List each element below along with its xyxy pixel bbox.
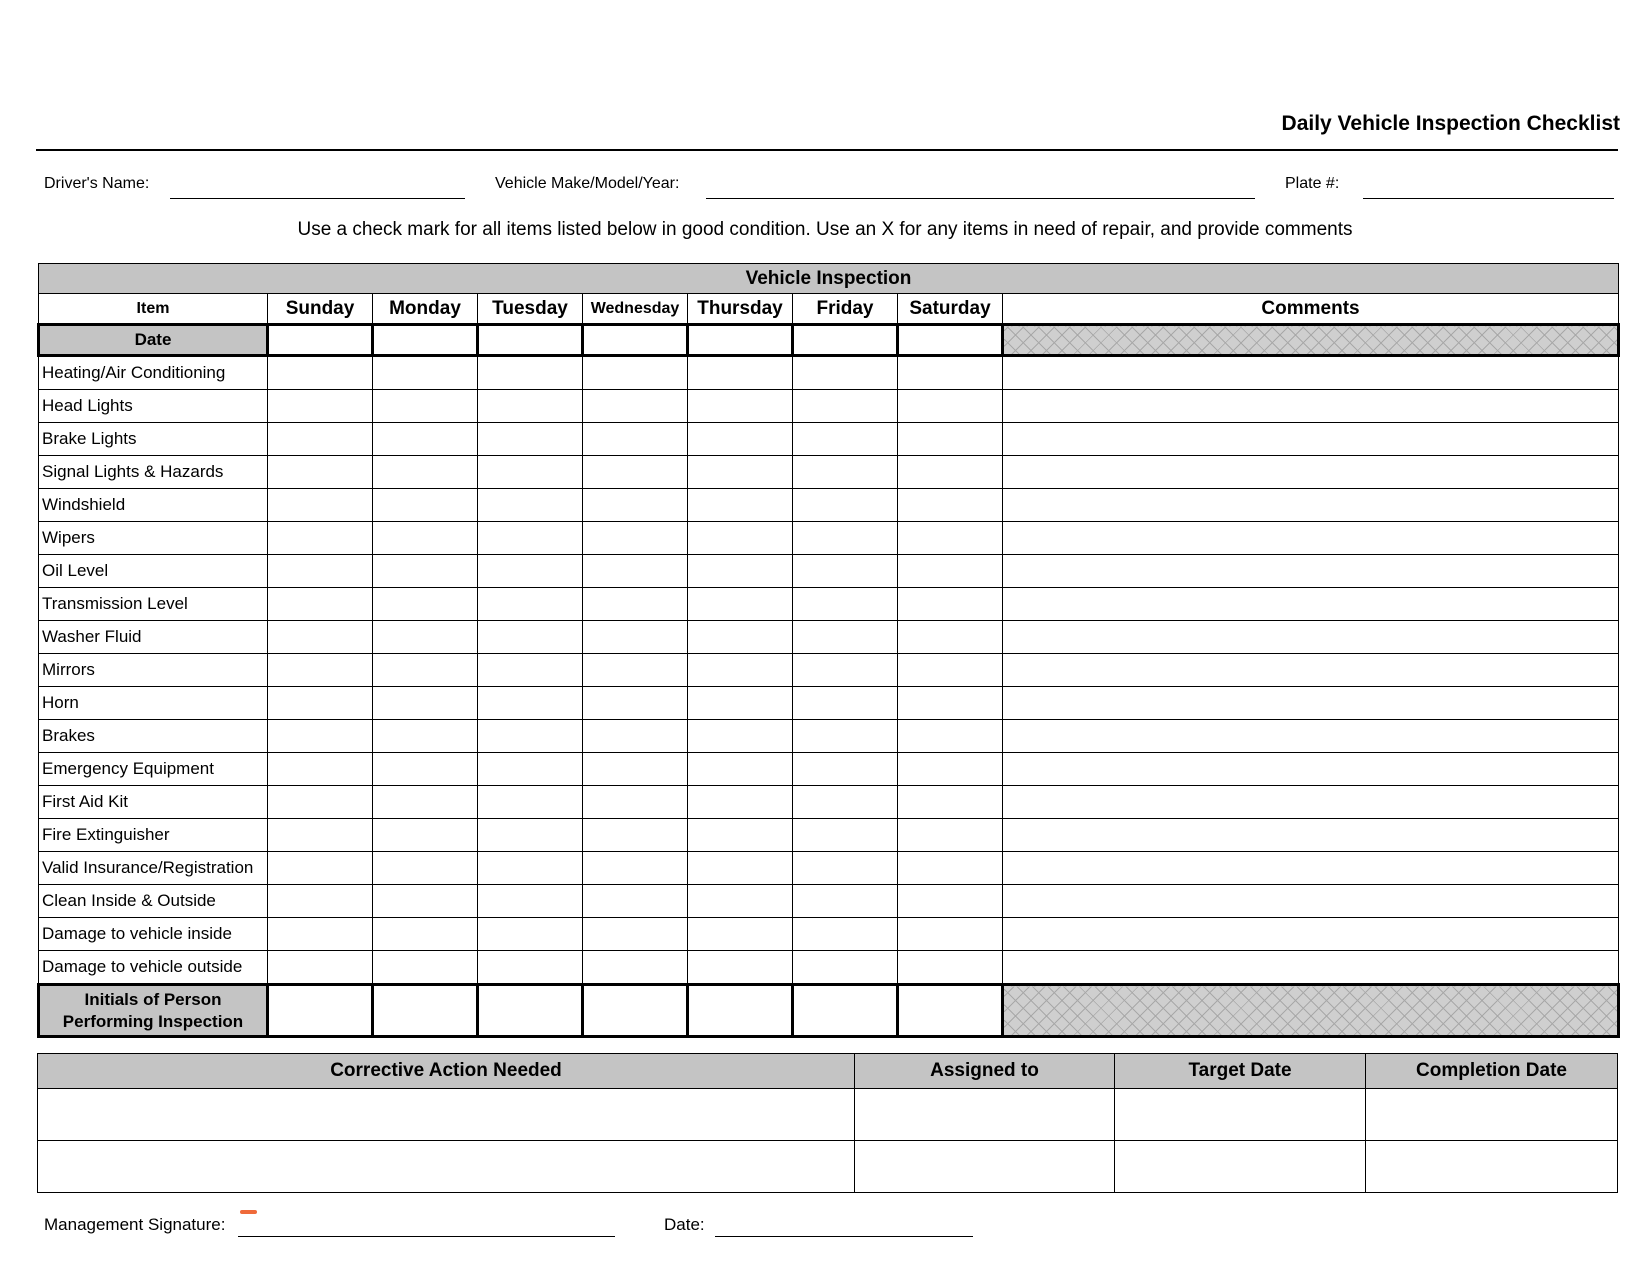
check-cell-friday[interactable] (793, 786, 898, 819)
inspection-item-row (39, 423, 1619, 456)
check-cell-thursday[interactable] (688, 390, 793, 423)
assigned-to-header: Assigned to (855, 1054, 1115, 1089)
management-signature-label: Management Signature: (44, 1215, 226, 1234)
inspection-item-label: Windshield (39, 489, 268, 522)
inspection-item-row (39, 786, 1619, 819)
check-cell-sunday[interactable] (268, 786, 373, 819)
comments-cell[interactable] (1003, 654, 1619, 687)
driver-name-label: Driver's Name: (44, 175, 150, 192)
check-cell-tuesday[interactable] (478, 852, 583, 885)
check-cell-saturday[interactable] (898, 522, 1003, 555)
comments-cell[interactable] (1003, 720, 1619, 753)
initials-cell-monday[interactable] (373, 985, 478, 1037)
check-cell-wednesday[interactable] (583, 885, 688, 918)
check-cell-monday[interactable] (373, 852, 478, 885)
inspection-item-label: Horn (39, 687, 268, 720)
initials-label-line1: Initials of Person (84, 989, 222, 1009)
check-cell-tuesday[interactable] (478, 819, 583, 852)
inspection-item-row (39, 555, 1619, 588)
day-header-friday: Friday (793, 294, 898, 325)
check-cell-tuesday[interactable] (478, 522, 583, 555)
date-comments-shaded-cell (1003, 325, 1619, 356)
check-cell-monday[interactable] (373, 654, 478, 687)
check-cell-tuesday[interactable] (478, 720, 583, 753)
check-cell-saturday[interactable] (898, 753, 1003, 786)
corrective-action-header: Corrective Action Needed (38, 1054, 855, 1089)
inspection-item-row (39, 588, 1619, 621)
check-cell-friday[interactable] (793, 753, 898, 786)
inspection-item-row (39, 687, 1619, 720)
check-cell-thursday[interactable] (688, 885, 793, 918)
date-cell-monday[interactable] (373, 325, 478, 356)
check-cell-friday[interactable] (793, 687, 898, 720)
check-cell-tuesday[interactable] (478, 786, 583, 819)
check-cell-monday[interactable] (373, 819, 478, 852)
inspection-item-label: Emergency Equipment (39, 753, 268, 786)
check-cell-monday[interactable] (373, 621, 478, 654)
check-cell-wednesday[interactable] (583, 951, 688, 985)
check-cell-tuesday[interactable] (478, 687, 583, 720)
check-cell-sunday[interactable] (268, 390, 373, 423)
check-cell-saturday[interactable] (898, 918, 1003, 951)
inspection-item-row (39, 819, 1619, 852)
check-cell-saturday[interactable] (898, 456, 1003, 489)
inspection-item-row (39, 753, 1619, 786)
check-cell-monday[interactable] (373, 918, 478, 951)
form-title: Daily Vehicle Inspection Checklist (1281, 112, 1620, 135)
check-cell-wednesday[interactable] (583, 753, 688, 786)
inspection-item-label: Mirrors (39, 654, 268, 687)
check-cell-tuesday[interactable] (478, 918, 583, 951)
check-cell-saturday[interactable] (898, 885, 1003, 918)
check-cell-tuesday[interactable] (478, 489, 583, 522)
check-cell-monday[interactable] (373, 786, 478, 819)
check-cell-monday[interactable] (373, 456, 478, 489)
inspection-item-row (39, 621, 1619, 654)
completion-date-cell[interactable] (1366, 1141, 1618, 1193)
comments-cell[interactable] (1003, 390, 1619, 423)
signature-date-label: Date: (664, 1215, 705, 1234)
check-cell-sunday[interactable] (268, 522, 373, 555)
check-cell-saturday[interactable] (898, 621, 1003, 654)
initials-cell-friday[interactable] (793, 985, 898, 1037)
check-cell-wednesday[interactable] (583, 522, 688, 555)
check-cell-wednesday[interactable] (583, 390, 688, 423)
check-cell-thursday[interactable] (688, 456, 793, 489)
day-header-wednesday: Wednesday (583, 294, 688, 325)
check-cell-sunday[interactable] (268, 753, 373, 786)
assigned-to-cell[interactable] (855, 1089, 1115, 1141)
inspection-band-title: Vehicle Inspection (39, 264, 1619, 294)
check-cell-wednesday[interactable] (583, 621, 688, 654)
corrective-action-table (37, 1053, 1618, 1193)
inspection-item-row (39, 720, 1619, 753)
inspection-item-label: Oil Level (39, 555, 268, 588)
check-cell-sunday[interactable] (268, 918, 373, 951)
check-cell-monday[interactable] (373, 489, 478, 522)
check-cell-wednesday[interactable] (583, 720, 688, 753)
check-cell-friday[interactable] (793, 522, 898, 555)
check-cell-thursday[interactable] (688, 654, 793, 687)
comments-cell[interactable] (1003, 819, 1619, 852)
comments-cell[interactable] (1003, 423, 1619, 456)
check-cell-saturday[interactable] (898, 555, 1003, 588)
check-cell-wednesday[interactable] (583, 687, 688, 720)
check-cell-saturday[interactable] (898, 654, 1003, 687)
comments-cell[interactable] (1003, 786, 1619, 819)
corrective-action-cell[interactable] (38, 1089, 855, 1141)
inspection-item-label: Wipers (39, 522, 268, 555)
initials-label-line2: Performing Inspection (62, 1011, 244, 1031)
check-cell-tuesday[interactable] (478, 654, 583, 687)
check-cell-monday[interactable] (373, 423, 478, 456)
inspection-item-label: Valid Insurance/Registration (39, 852, 268, 885)
check-cell-saturday[interactable] (898, 687, 1003, 720)
check-cell-thursday[interactable] (688, 588, 793, 621)
check-cell-sunday[interactable] (268, 885, 373, 918)
inspection-item-label: Transmission Level (39, 588, 268, 621)
check-cell-wednesday[interactable] (583, 489, 688, 522)
annotation-marker (240, 1210, 257, 1214)
comments-cell[interactable] (1003, 918, 1619, 951)
check-cell-saturday[interactable] (898, 390, 1003, 423)
check-cell-friday[interactable] (793, 621, 898, 654)
check-cell-thursday[interactable] (688, 522, 793, 555)
comments-cell[interactable] (1003, 489, 1619, 522)
check-cell-sunday[interactable] (268, 555, 373, 588)
check-cell-sunday[interactable] (268, 356, 373, 390)
target-date-cell[interactable] (1115, 1141, 1366, 1193)
check-cell-tuesday[interactable] (478, 885, 583, 918)
check-cell-wednesday[interactable] (583, 654, 688, 687)
check-cell-tuesday[interactable] (478, 753, 583, 786)
comments-cell[interactable] (1003, 356, 1619, 390)
comments-cell[interactable] (1003, 456, 1619, 489)
day-header-monday: Monday (373, 294, 478, 325)
check-cell-friday[interactable] (793, 720, 898, 753)
check-cell-thursday[interactable] (688, 555, 793, 588)
initials-row (39, 985, 1619, 1037)
check-cell-saturday[interactable] (898, 588, 1003, 621)
check-cell-thursday[interactable] (688, 951, 793, 985)
check-cell-wednesday[interactable] (583, 819, 688, 852)
check-cell-saturday[interactable] (898, 819, 1003, 852)
plate-field[interactable] (1363, 198, 1614, 199)
check-cell-sunday[interactable] (268, 621, 373, 654)
inspection-item-row (39, 489, 1619, 522)
check-cell-wednesday[interactable] (583, 555, 688, 588)
inspection-item-label: Fire Extinguisher (39, 819, 268, 852)
check-cell-tuesday[interactable] (478, 390, 583, 423)
check-cell-tuesday[interactable] (478, 621, 583, 654)
check-cell-monday[interactable] (373, 720, 478, 753)
check-cell-friday[interactable] (793, 489, 898, 522)
check-cell-monday[interactable] (373, 753, 478, 786)
inspection-item-label: Damage to vehicle inside (39, 918, 268, 951)
inspection-item-label: Signal Lights & Hazards (39, 456, 268, 489)
target-date-cell[interactable] (1115, 1089, 1366, 1141)
signature-date-field[interactable] (715, 1236, 973, 1237)
comments-cell[interactable] (1003, 555, 1619, 588)
initials-row-label (39, 985, 268, 1037)
check-cell-monday[interactable] (373, 951, 478, 985)
check-cell-friday[interactable] (793, 588, 898, 621)
inspection-item-label: Washer Fluid (39, 621, 268, 654)
check-cell-thursday[interactable] (688, 489, 793, 522)
date-row-label: Date (39, 325, 268, 356)
instructions-text: Use a check mark for all items listed below in good condition. Use an X for any items in need of repair, and provide comments (297, 219, 1353, 240)
check-cell-friday[interactable] (793, 456, 898, 489)
comments-cell[interactable] (1003, 588, 1619, 621)
inspection-item-row (39, 885, 1619, 918)
comments-cell[interactable] (1003, 951, 1619, 985)
check-cell-monday[interactable] (373, 588, 478, 621)
title-divider (36, 149, 1618, 151)
check-cell-friday[interactable] (793, 885, 898, 918)
inspection-item-label: Head Lights (39, 390, 268, 423)
check-cell-friday[interactable] (793, 423, 898, 456)
check-cell-sunday[interactable] (268, 687, 373, 720)
check-cell-sunday[interactable] (268, 423, 373, 456)
check-cell-saturday[interactable] (898, 852, 1003, 885)
check-cell-monday[interactable] (373, 687, 478, 720)
item-column-header: Item (39, 294, 268, 325)
check-cell-friday[interactable] (793, 918, 898, 951)
inspection-item-label: First Aid Kit (39, 786, 268, 819)
comments-cell[interactable] (1003, 621, 1619, 654)
check-cell-wednesday[interactable] (583, 423, 688, 456)
initials-cell-saturday[interactable] (898, 985, 1003, 1037)
assigned-to-cell[interactable] (855, 1141, 1115, 1193)
check-cell-sunday[interactable] (268, 951, 373, 985)
day-header-saturday: Saturday (898, 294, 1003, 325)
corrective-row (38, 1141, 1618, 1193)
check-cell-friday[interactable] (793, 555, 898, 588)
check-cell-monday[interactable] (373, 356, 478, 390)
check-cell-sunday[interactable] (268, 852, 373, 885)
check-cell-sunday[interactable] (268, 720, 373, 753)
check-cell-saturday[interactable] (898, 720, 1003, 753)
check-cell-monday[interactable] (373, 885, 478, 918)
check-cell-tuesday[interactable] (478, 951, 583, 985)
initials-comments-shaded-cell (1003, 985, 1619, 1037)
inspection-item-label: Clean Inside & Outside (39, 885, 268, 918)
driver-name-field[interactable] (170, 198, 465, 199)
inspection-item-row (39, 390, 1619, 423)
check-cell-thursday[interactable] (688, 918, 793, 951)
check-cell-saturday[interactable] (898, 489, 1003, 522)
management-signature-field[interactable] (238, 1236, 615, 1237)
check-cell-friday[interactable] (793, 951, 898, 985)
day-header-tuesday: Tuesday (478, 294, 583, 325)
date-row (39, 325, 1619, 356)
check-cell-friday[interactable] (793, 852, 898, 885)
inspection-item-row (39, 951, 1619, 985)
date-cell-thursday[interactable] (688, 325, 793, 356)
date-cell-friday[interactable] (793, 325, 898, 356)
check-cell-thursday[interactable] (688, 621, 793, 654)
initials-cell-tuesday[interactable] (478, 985, 583, 1037)
check-cell-thursday[interactable] (688, 720, 793, 753)
comments-cell[interactable] (1003, 852, 1619, 885)
day-header-thursday: Thursday (688, 294, 793, 325)
check-cell-friday[interactable] (793, 819, 898, 852)
vehicle-field[interactable] (706, 198, 1255, 199)
check-cell-sunday[interactable] (268, 456, 373, 489)
check-cell-wednesday[interactable] (583, 356, 688, 390)
comments-cell[interactable] (1003, 885, 1619, 918)
check-cell-sunday[interactable] (268, 489, 373, 522)
check-cell-thursday[interactable] (688, 423, 793, 456)
check-cell-tuesday[interactable] (478, 456, 583, 489)
inspection-item-row (39, 356, 1619, 390)
check-cell-saturday[interactable] (898, 356, 1003, 390)
check-cell-wednesday[interactable] (583, 588, 688, 621)
inspection-item-label: Damage to vehicle outside (39, 951, 268, 985)
initials-cell-wednesday[interactable] (583, 985, 688, 1037)
check-cell-sunday[interactable] (268, 588, 373, 621)
inspection-item-label: Brake Lights (39, 423, 268, 456)
check-cell-friday[interactable] (793, 390, 898, 423)
check-cell-saturday[interactable] (898, 786, 1003, 819)
check-cell-tuesday[interactable] (478, 555, 583, 588)
comments-cell[interactable] (1003, 522, 1619, 555)
inspection-item-row (39, 456, 1619, 489)
check-cell-thursday[interactable] (688, 786, 793, 819)
corrective-action-cell[interactable] (38, 1141, 855, 1193)
comments-column-header: Comments (1003, 294, 1619, 325)
check-cell-thursday[interactable] (688, 753, 793, 786)
corrective-row (38, 1089, 1618, 1141)
inspection-item-row (39, 918, 1619, 951)
check-cell-friday[interactable] (793, 654, 898, 687)
check-cell-monday[interactable] (373, 390, 478, 423)
check-cell-monday[interactable] (373, 522, 478, 555)
check-cell-saturday[interactable] (898, 423, 1003, 456)
inspection-item-label: Brakes (39, 720, 268, 753)
comments-cell[interactable] (1003, 687, 1619, 720)
inspection-item-row (39, 522, 1619, 555)
check-cell-thursday[interactable] (688, 852, 793, 885)
initials-cell-thursday[interactable] (688, 985, 793, 1037)
inspection-item-label: Heating/Air Conditioning (39, 356, 268, 390)
initials-cell-sunday[interactable] (268, 985, 373, 1037)
plate-label: Plate #: (1285, 175, 1340, 192)
check-cell-thursday[interactable] (688, 819, 793, 852)
comments-cell[interactable] (1003, 753, 1619, 786)
completion-date-cell[interactable] (1366, 1089, 1618, 1141)
date-cell-tuesday[interactable] (478, 325, 583, 356)
target-date-header: Target Date (1115, 1054, 1366, 1089)
date-cell-wednesday[interactable] (583, 325, 688, 356)
check-cell-tuesday[interactable] (478, 588, 583, 621)
check-cell-wednesday[interactable] (583, 456, 688, 489)
day-header-sunday: Sunday (268, 294, 373, 325)
check-cell-wednesday[interactable] (583, 852, 688, 885)
check-cell-thursday[interactable] (688, 687, 793, 720)
check-cell-monday[interactable] (373, 555, 478, 588)
completion-date-header: Completion Date (1366, 1054, 1618, 1089)
check-cell-wednesday[interactable] (583, 786, 688, 819)
vehicle-inspection-table (37, 263, 1620, 1038)
check-cell-saturday[interactable] (898, 951, 1003, 985)
check-cell-thursday[interactable] (688, 356, 793, 390)
check-cell-wednesday[interactable] (583, 918, 688, 951)
date-cell-saturday[interactable] (898, 325, 1003, 356)
date-cell-sunday[interactable] (268, 325, 373, 356)
check-cell-friday[interactable] (793, 356, 898, 390)
check-cell-tuesday[interactable] (478, 356, 583, 390)
inspection-item-row (39, 654, 1619, 687)
check-cell-sunday[interactable] (268, 819, 373, 852)
check-cell-sunday[interactable] (268, 654, 373, 687)
vehicle-label: Vehicle Make/Model/Year: (495, 175, 680, 192)
check-cell-tuesday[interactable] (478, 423, 583, 456)
inspection-item-row (39, 852, 1619, 885)
